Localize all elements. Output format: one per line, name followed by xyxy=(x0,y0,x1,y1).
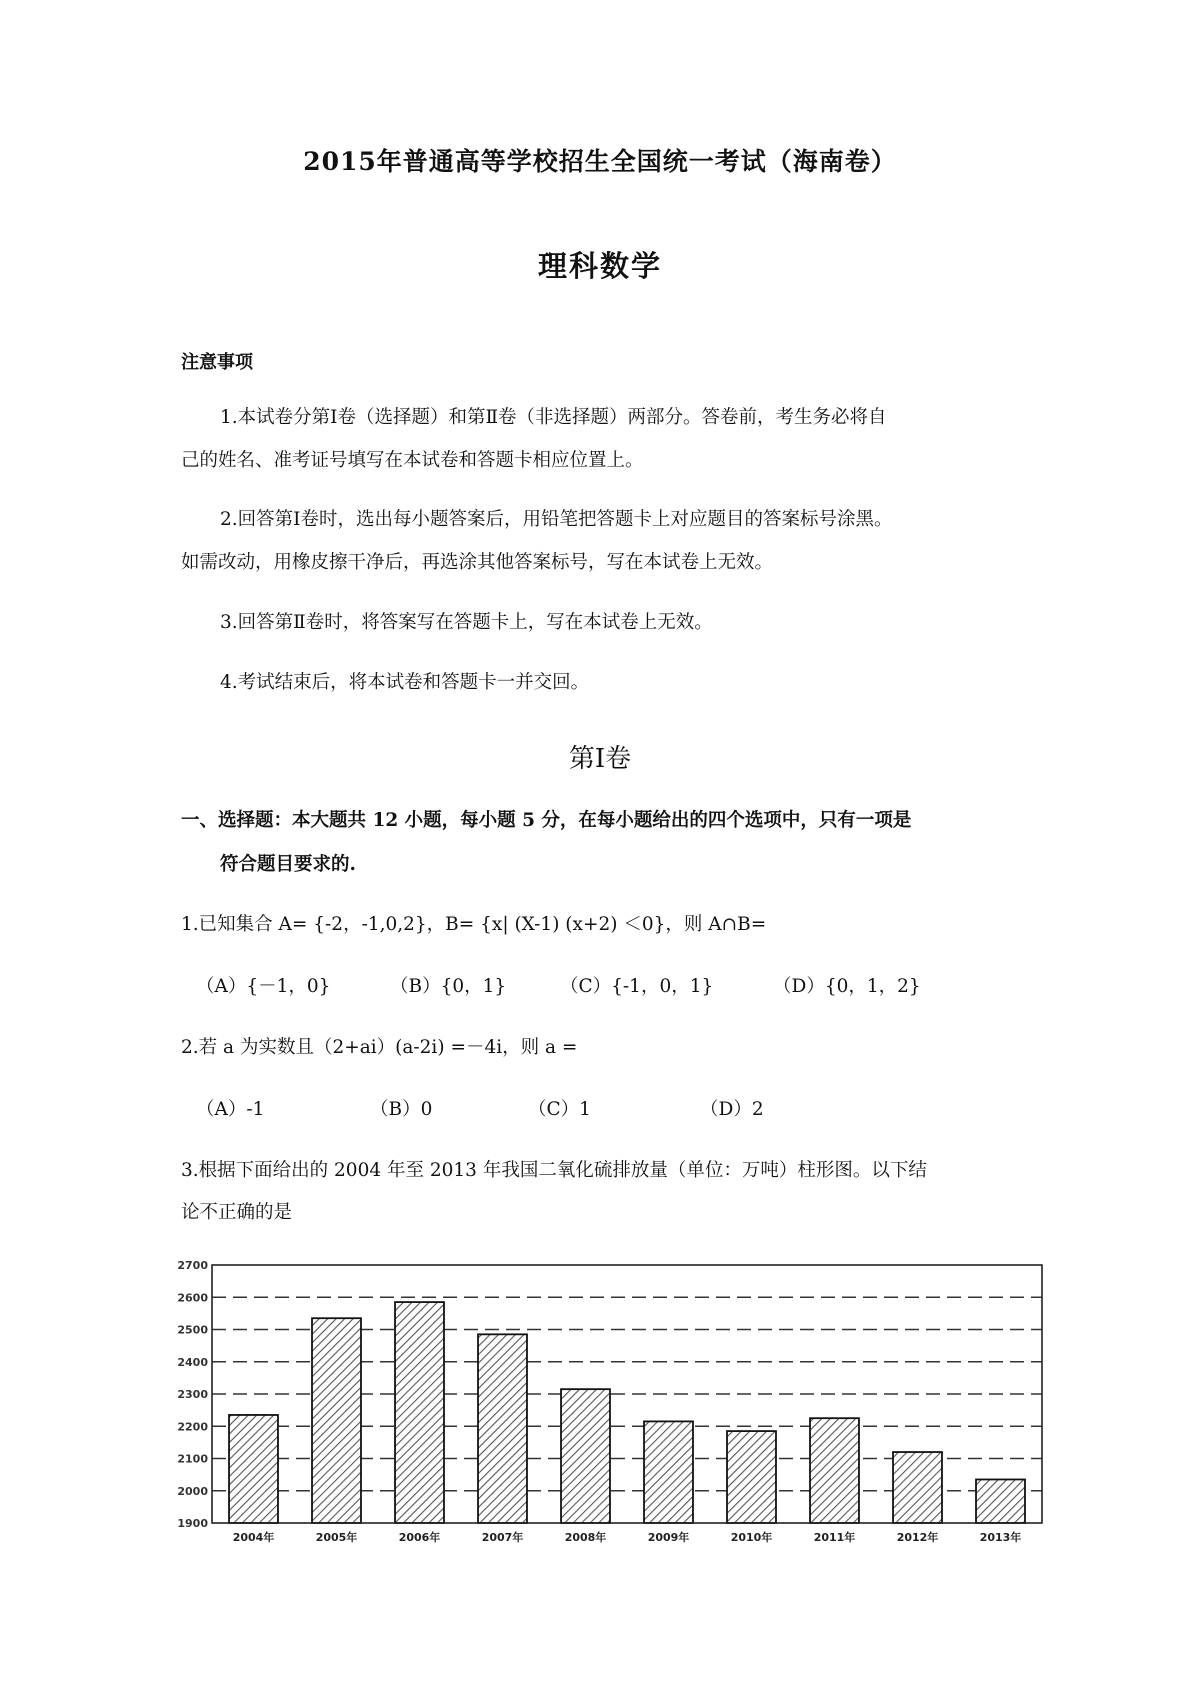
x-tick-label: 2010年 xyxy=(730,1531,773,1544)
section-instruction-line-2: 符合题目要求的. xyxy=(220,854,356,875)
x-tick-label: 2008年 xyxy=(564,1531,607,1544)
question-1-option-c: （C）{-1，0，1} xyxy=(560,976,714,997)
x-tick-label: 2005年 xyxy=(315,1531,358,1544)
section-heading: 第Ⅰ卷 xyxy=(568,744,632,774)
bar xyxy=(893,1452,942,1523)
bar xyxy=(229,1415,278,1523)
question-1-option-b: （B）{0，1} xyxy=(390,976,507,997)
exam-subtitle: 理科数学 xyxy=(537,249,662,283)
x-tick-label: 2004年 xyxy=(232,1531,275,1544)
notice-heading: 注意事项 xyxy=(181,352,253,373)
question-2-option-a: （A）-1 xyxy=(196,1099,265,1120)
question-1-option-a: （A）{－1，0} xyxy=(196,976,331,997)
chart-bars xyxy=(229,1302,1025,1523)
y-tick-label: 2300 xyxy=(177,1388,208,1401)
chart-x-axis xyxy=(233,1530,1022,1544)
exam-title: 2015年普通高等学校招生全国统一考试（海南卷） xyxy=(303,147,897,176)
question-2-option-d: （D）2 xyxy=(700,1099,764,1120)
y-tick-label: 2200 xyxy=(177,1420,208,1434)
y-tick-label: 2400 xyxy=(177,1355,208,1369)
x-tick-label: 2013年 xyxy=(979,1531,1022,1544)
question-2-stem: 2.若 a 为实数且（2+ai）(a-2i) =－4i，则 a = xyxy=(181,1037,578,1058)
notice-item-2-line-2: 如需改动，用橡皮擦干净后，再选涂其他答案标号，写在本试卷上无效。 xyxy=(181,552,774,573)
notice-item-3: 3.回答第Ⅱ卷时，将答案写在答题卡上，写在本试卷上无效。 xyxy=(220,612,713,633)
x-tick-label: 2009年 xyxy=(647,1531,690,1544)
notice-item-4: 4.考试结束后，将本试卷和答题卡一并交回。 xyxy=(220,672,590,693)
bar xyxy=(312,1318,361,1523)
x-tick-label: 2012年 xyxy=(896,1531,939,1544)
so2-emission-bar-chart xyxy=(170,1255,1060,1565)
y-tick-label: 1900 xyxy=(177,1517,208,1530)
y-tick-label: 2100 xyxy=(177,1452,208,1466)
x-tick-label: 2006年 xyxy=(398,1531,441,1544)
chart-canvas xyxy=(170,1255,1060,1565)
question-3-stem-line-2: 论不正确的是 xyxy=(181,1202,293,1223)
chart-y-axis xyxy=(177,1259,208,1530)
notice-item-1-line-2: 己的姓名、准考证号填写在本试卷和答题卡相应位置上。 xyxy=(181,450,644,471)
notice-item-1-line-1: 1.本试卷分第Ⅰ卷（选择题）和第Ⅱ卷（非选择题）两部分。答卷前，考生务必将自 xyxy=(220,407,887,428)
y-tick-label: 2000 xyxy=(177,1484,208,1498)
question-1-option-d: （D）{0，1，2} xyxy=(773,976,921,997)
x-tick-label: 2007年 xyxy=(481,1531,524,1544)
question-2-option-b: （B）0 xyxy=(370,1099,433,1120)
bar xyxy=(644,1421,693,1523)
bar xyxy=(478,1334,527,1523)
bar xyxy=(727,1431,776,1523)
question-2-option-c: （C）1 xyxy=(528,1099,591,1120)
y-tick-label: 2600 xyxy=(177,1291,208,1305)
y-tick-label: 2500 xyxy=(177,1323,208,1337)
bar xyxy=(395,1302,444,1523)
question-1-stem: 1.已知集合 A= {-2，-1,0,2}，B= {x| (X-1) (x+2) ＜0}，则 A∩B= xyxy=(181,914,767,935)
question-3-stem-line-1: 3.根据下面给出的 2004 年至 2013 年我国二氧化硫排放量（单位：万吨）柱形图。以下结 xyxy=(181,1160,927,1181)
notice-item-2-line-1: 2.回答第Ⅰ卷时，选出每小题答案后，用铅笔把答题卡上对应题目的答案标号涂黑。 xyxy=(220,509,893,530)
bar xyxy=(976,1479,1025,1523)
x-tick-label: 2011年 xyxy=(813,1531,856,1544)
section-instruction-line-1: 一、选择题：本大题共 12 小题，每小题 5 分，在每小题给出的四个选项中，只有一项是 xyxy=(181,810,912,831)
y-tick-label: 2700 xyxy=(177,1259,208,1272)
bar xyxy=(561,1389,610,1523)
bar xyxy=(810,1418,859,1523)
